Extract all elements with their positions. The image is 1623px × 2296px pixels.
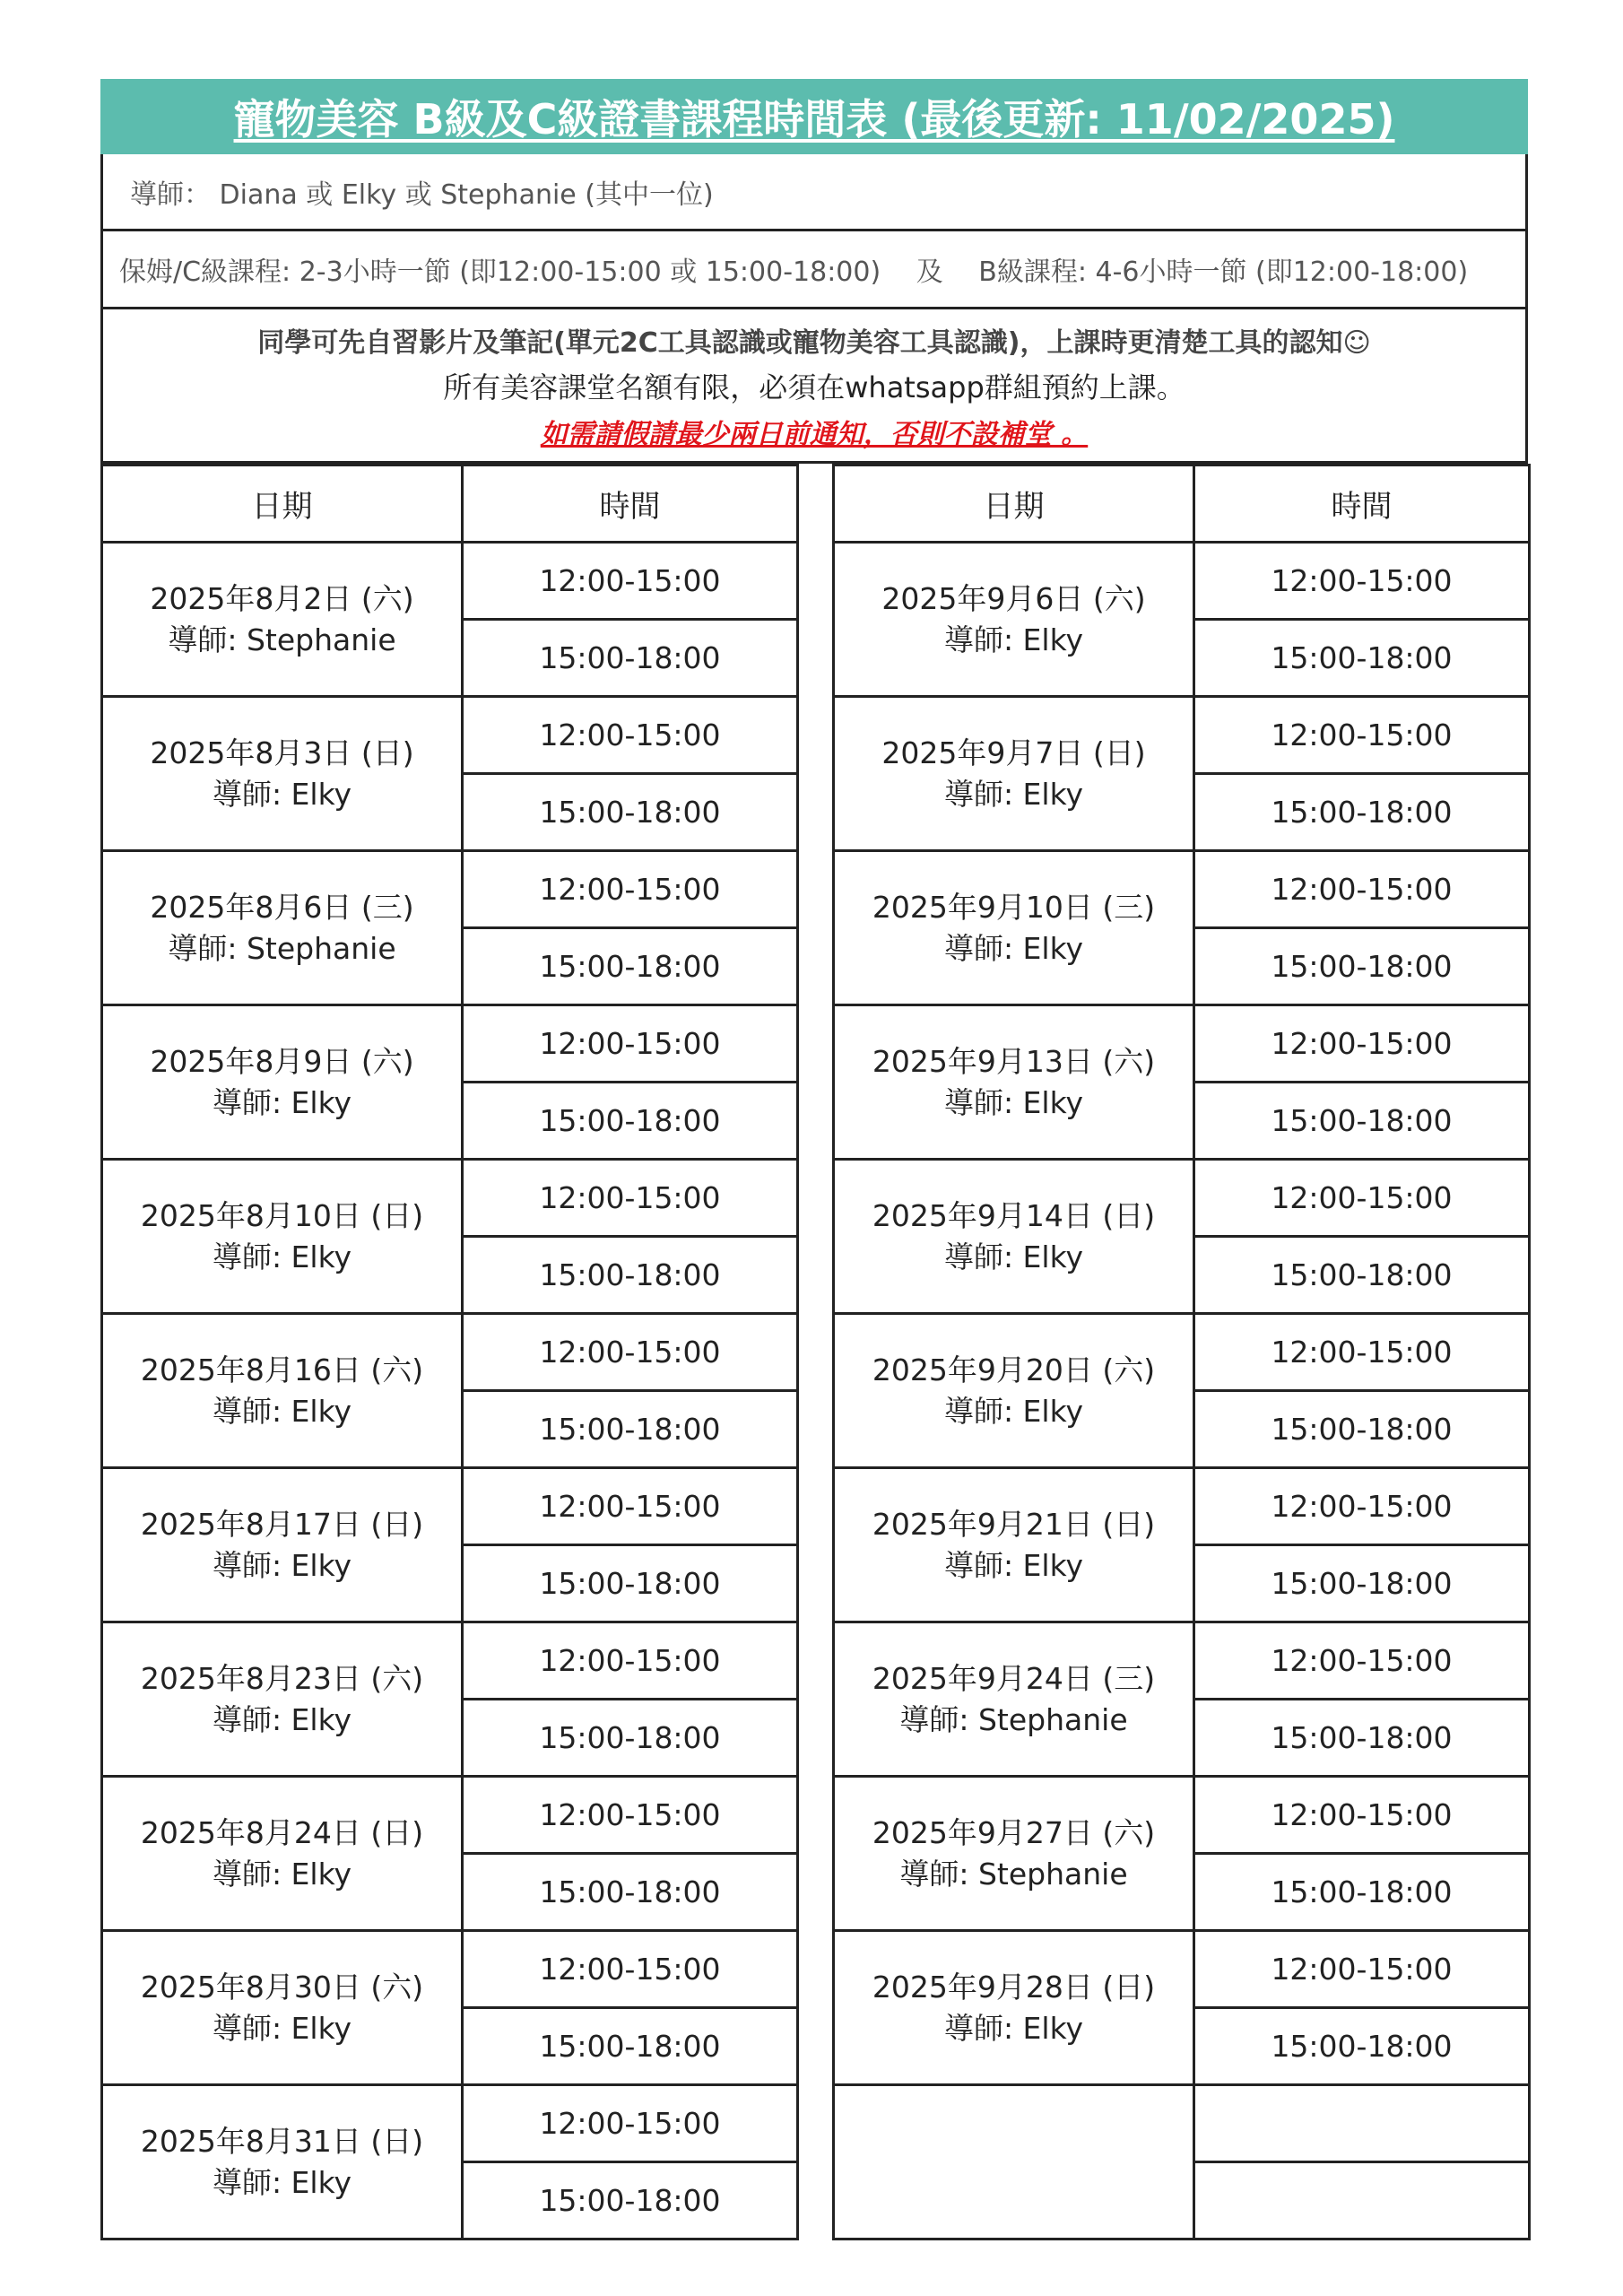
table-row — [102, 543, 798, 620]
class-date: 2025年9月24日 (三) — [872, 1660, 1156, 1696]
date-cell — [834, 697, 1194, 851]
table-row — [834, 1005, 1530, 1083]
class-teacher: 導師: Elky — [943, 930, 1084, 966]
class-date: 2025年8月9日 (六) — [150, 1043, 414, 1079]
class-teacher: 導師: Elky — [943, 622, 1084, 657]
time-slot-cell: 15:00-18:00 — [463, 928, 798, 1005]
time-slot-cell: 12:00-15:00 — [1194, 1160, 1530, 1237]
time-slot-cell: 15:00-18:00 — [1194, 1391, 1530, 1468]
time-slot-cell: 12:00-15:00 — [1194, 851, 1530, 928]
date-cell — [102, 1160, 463, 1314]
class-date: 2025年8月31日 (日) — [140, 2123, 424, 2159]
class-teacher: 導師: Elky — [212, 1856, 352, 1892]
time-slot-cell: 12:00-15:00 — [463, 1931, 798, 2008]
header-row — [102, 465, 798, 543]
table-row — [834, 1622, 1530, 1700]
date-cell — [834, 851, 1194, 1005]
class-date: 2025年8月3日 (日) — [150, 735, 414, 770]
table-row — [102, 1777, 798, 1854]
header-date: 日期 — [834, 465, 1194, 543]
time-slot-cell: 15:00-18:00 — [1194, 1083, 1530, 1160]
table-row — [834, 2085, 1530, 2162]
date-cell — [834, 2085, 1194, 2239]
class-teacher: 導師: Elky — [212, 2010, 352, 2046]
table-row — [834, 851, 1530, 928]
header-time: 時間 — [1194, 465, 1530, 543]
time-slot-cell: 12:00-15:00 — [1194, 1005, 1530, 1083]
schedule-table-august — [100, 464, 799, 2240]
class-teacher: 導師: Elky — [943, 776, 1084, 812]
class-date: 2025年9月10日 (三) — [872, 889, 1156, 925]
date-cell — [834, 543, 1194, 697]
class-teacher: 導師: Stephanie — [899, 1701, 1128, 1737]
class-date: 2025年8月10日 (日) — [140, 1197, 424, 1233]
time-slot-cell: 12:00-15:00 — [1194, 1622, 1530, 1700]
time-slot-cell: 15:00-18:00 — [463, 1700, 798, 1777]
class-teacher: 導師: Stephanie — [168, 930, 396, 966]
time-slot-cell — [1194, 2085, 1530, 2162]
header-row — [834, 465, 1530, 543]
time-slot-cell: 12:00-15:00 — [463, 1314, 798, 1391]
time-slot-cell: 15:00-18:00 — [1194, 2008, 1530, 2085]
class-teacher: 導師: Elky — [212, 1547, 352, 1583]
date-cell — [102, 851, 463, 1005]
class-teacher: 導師: Elky — [943, 2010, 1084, 2046]
class-date: 2025年9月21日 (日) — [872, 1506, 1156, 1542]
table-row — [102, 1314, 798, 1391]
date-cell — [102, 2085, 463, 2239]
class-date: 2025年9月28日 (日) — [872, 1969, 1156, 2005]
time-slot-cell: 15:00-18:00 — [1194, 1545, 1530, 1622]
time-slot-cell: 15:00-18:00 — [463, 1237, 798, 1314]
time-slot-cell: 15:00-18:00 — [463, 2162, 798, 2239]
class-teacher: 導師: Elky — [943, 1393, 1084, 1429]
time-slot-cell: 12:00-15:00 — [463, 1160, 798, 1237]
table-row — [834, 543, 1530, 620]
time-slot-cell: 15:00-18:00 — [463, 774, 798, 851]
time-slot-cell: 15:00-18:00 — [1194, 1700, 1530, 1777]
time-slot-cell: 15:00-18:00 — [463, 1545, 798, 1622]
time-slot-cell: 12:00-15:00 — [463, 697, 798, 774]
time-slot-cell: 12:00-15:00 — [1194, 697, 1530, 774]
date-cell — [102, 1622, 463, 1777]
time-slot-cell: 15:00-18:00 — [463, 620, 798, 697]
class-date: 2025年8月30日 (六) — [140, 1969, 424, 2005]
time-slot-cell: 15:00-18:00 — [1194, 620, 1530, 697]
time-slot-cell: 12:00-15:00 — [463, 543, 798, 620]
notes-box — [100, 309, 1528, 464]
time-slot-cell: 12:00-15:00 — [463, 2085, 798, 2162]
class-teacher: 導師: Stephanie — [899, 1856, 1128, 1892]
class-date: 2025年9月27日 (六) — [872, 1814, 1156, 1850]
class-date: 2025年8月6日 (三) — [150, 889, 414, 925]
schedule-tables — [100, 464, 1528, 2247]
date-cell — [102, 1005, 463, 1160]
header-time: 時間 — [463, 465, 798, 543]
class-teacher: 導師: Elky — [212, 2164, 352, 2200]
time-slot-cell: 15:00-18:00 — [463, 1854, 798, 1931]
time-slot-cell: 12:00-15:00 — [463, 851, 798, 928]
table-row — [102, 2085, 798, 2162]
time-slot-cell: 12:00-15:00 — [463, 1005, 798, 1083]
schedule-document — [100, 79, 1528, 2247]
time-slot-cell: 12:00-15:00 — [1194, 543, 1530, 620]
time-slot-cell: 12:00-15:00 — [1194, 1468, 1530, 1545]
class-date: 2025年8月24日 (日) — [140, 1814, 424, 1850]
table-row — [102, 1160, 798, 1237]
schedule-table-september — [832, 464, 1531, 2240]
class-teacher: 導師: Elky — [212, 1084, 352, 1120]
class-teacher: 導師: Elky — [212, 1239, 352, 1274]
time-slot-cell: 12:00-15:00 — [1194, 1314, 1530, 1391]
time-slot-cell: 15:00-18:00 — [1194, 774, 1530, 851]
class-teacher: 導師: Stephanie — [168, 622, 396, 657]
class-date: 2025年9月14日 (日) — [872, 1197, 1156, 1233]
class-date: 2025年8月2日 (六) — [150, 580, 414, 616]
class-teacher: 導師: Elky — [943, 1547, 1084, 1583]
class-date: 2025年9月20日 (六) — [872, 1352, 1156, 1387]
date-cell — [834, 1468, 1194, 1622]
class-teacher: 導師: Elky — [212, 1701, 352, 1737]
header-date: 日期 — [102, 465, 463, 543]
table-row — [834, 1931, 1530, 2008]
time-slot-cell: 12:00-15:00 — [463, 1468, 798, 1545]
date-cell — [102, 1931, 463, 2085]
class-date: 2025年9月13日 (六) — [872, 1043, 1156, 1079]
table-row — [834, 1468, 1530, 1545]
table-row — [834, 697, 1530, 774]
table-row — [834, 1777, 1530, 1854]
note-booking: 所有美容課堂名額有限，必須在whatsapp群組預約上課。 — [443, 370, 1185, 404]
time-slot-cell: 15:00-18:00 — [463, 2008, 798, 2085]
note-leave-policy: 如需請假請最少兩日前通知，否則不設補堂 。 — [540, 418, 1089, 450]
teacher-info: 導師： Diana 或 Elky 或 Stephanie (其中一位) — [100, 154, 1528, 231]
time-slot-cell: 15:00-18:00 — [463, 1391, 798, 1468]
date-cell — [834, 1160, 1194, 1314]
date-cell — [102, 697, 463, 851]
table-row — [834, 1160, 1530, 1237]
time-slot-cell: 15:00-18:00 — [1194, 1237, 1530, 1314]
table-row — [102, 1622, 798, 1700]
date-cell — [834, 1931, 1194, 2085]
time-slot-cell: 12:00-15:00 — [1194, 1777, 1530, 1854]
date-cell — [834, 1622, 1194, 1777]
time-slot-cell: 12:00-15:00 — [1194, 1931, 1530, 2008]
time-slot-cell: 12:00-15:00 — [463, 1622, 798, 1700]
class-date: 2025年8月23日 (六) — [140, 1660, 424, 1696]
date-cell — [102, 1468, 463, 1622]
date-cell — [834, 1314, 1194, 1468]
time-slot-cell: 15:00-18:00 — [1194, 928, 1530, 1005]
class-date: 2025年8月16日 (六) — [140, 1352, 424, 1387]
table-row — [834, 1314, 1530, 1391]
time-slot-cell: 15:00-18:00 — [463, 1083, 798, 1160]
page-title: 寵物美容 B級及C級證書課程時間表 (最後更新: 11/02/2025) — [100, 79, 1528, 154]
time-slot-cell — [1194, 2162, 1530, 2239]
date-cell — [834, 1005, 1194, 1160]
time-slot-cell: 12:00-15:00 — [463, 1777, 798, 1854]
date-cell — [102, 1777, 463, 1931]
class-teacher: 導師: Elky — [943, 1084, 1084, 1120]
time-slot-cell: 15:00-18:00 — [1194, 1854, 1530, 1931]
date-cell — [834, 1777, 1194, 1931]
table-row — [102, 1468, 798, 1545]
class-date: 2025年8月17日 (日) — [140, 1506, 424, 1542]
table-row — [102, 697, 798, 774]
note-self-study: 同學可先自習影片及筆記(單元2C工具認識或寵物美容工具認識)，上課時更清楚工具的認知☺ — [257, 326, 1371, 359]
class-teacher: 導師: Elky — [212, 1393, 352, 1429]
table-row — [102, 1931, 798, 2008]
class-teacher: 導師: Elky — [943, 1239, 1084, 1274]
table-row — [102, 1005, 798, 1083]
date-cell — [102, 1314, 463, 1468]
class-date: 2025年9月6日 (六) — [881, 580, 1146, 616]
class-date: 2025年9月7日 (日) — [881, 735, 1146, 770]
date-cell — [102, 543, 463, 697]
class-teacher: 導師: Elky — [212, 776, 352, 812]
table-row — [102, 851, 798, 928]
course-info: 保姆/C級課程: 2-3小時一節 (即12:00-15:00 或 15:00-18:00) 及 B級課程: 4-6小時一節 (即12:00-18:00) — [100, 231, 1528, 309]
